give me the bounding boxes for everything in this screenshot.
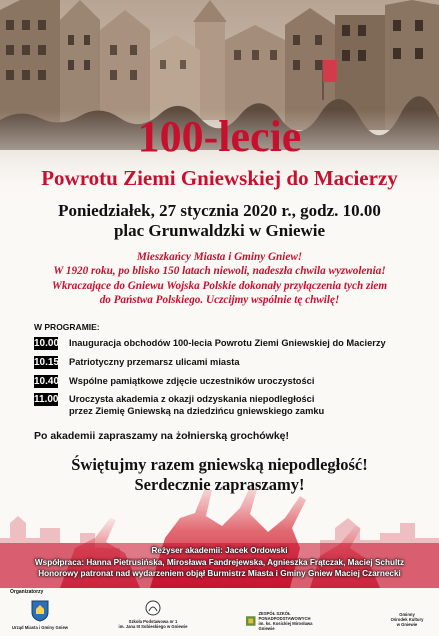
event-date: Poniedziałek, 27 stycznia 2020 r., godz. 10.00 — [58, 201, 381, 220]
appeal-line: do Państwa Polskiego. Uczcijmy wspólnie tę chwilę! — [99, 293, 340, 306]
appeal-line: Wkraczające do Gniewu Wojska Polskie dokonały przyłączenia tych ziem — [51, 279, 388, 292]
organizer-name-wrap — [259, 611, 327, 631]
organizer-name: Gminny — [399, 612, 415, 617]
credits-block — [0, 545, 439, 580]
poster-title: 100-lecie — [137, 112, 302, 161]
closing-line-1: Świętujmy razem gniewską niepodległość! — [71, 455, 368, 474]
school-emblem-icon — [145, 600, 161, 616]
organizer-secondary-school — [246, 611, 326, 631]
program-time: 10.00 — [34, 338, 60, 349]
program-description: Patriotyczny przemarsz ulicami miasta — [69, 357, 240, 367]
appeal-line: Mieszkańcy Miasta i Gminy Gniew! — [136, 251, 303, 263]
organizer-town-office — [10, 600, 70, 630]
cooperation-credit: Współpraca: Hanna Pietrusińska, Mirosława Fandrejewska, Agnieszka Frątczak, Maciej Schultz — [34, 557, 405, 567]
organizer-culture-center — [378, 612, 436, 627]
program-heading: W PROGRAMIE: — [34, 322, 100, 332]
organizer-name-detail: im. ks. Kosickiej Mirosława Gniewie — [258, 621, 313, 631]
program-time: 11.00 — [34, 394, 59, 405]
program-item — [34, 337, 386, 350]
appeal-line: W 1920 roku, po blisko 150 latach niewoli, nadeszła chwila wyzwolenia! — [53, 265, 386, 278]
organizer-name: Szkoła Podstawowa nr 1 — [128, 619, 178, 624]
director-credit: Reżyser akademii: Jacek Ordowski — [151, 546, 288, 555]
poster-subtitle: Powrotu Ziemi Gniewskiej do Macierzy — [41, 166, 398, 190]
program-item — [34, 356, 240, 369]
program-item — [34, 375, 314, 388]
program-description — [58, 393, 324, 417]
program-item — [34, 393, 324, 417]
appeal-text — [20, 250, 419, 307]
organizer-name: Urząd Miasta i Gminy Gniew — [11, 625, 69, 630]
organizer-primary-school — [118, 600, 188, 629]
organizer-name-detail: im. Jana III Sobieskiego w Gniewie — [118, 624, 188, 629]
organizers-label: Organizatorzy — [10, 589, 44, 595]
patronage-credit: Honorowy patronat nad wydarzeniem objął Burmistrz Miasta i Gminy Gniew Maciej Czarnecki — [38, 569, 401, 578]
program-time: 10.15 — [34, 357, 60, 368]
school-logo-icon — [246, 615, 256, 627]
organizer-name: Ośrodek Kultury — [390, 617, 424, 622]
town-crest-icon — [31, 600, 49, 622]
after-event-note: Po akademii zapraszamy na żołnierską grochówkę! — [34, 430, 290, 442]
event-place: plac Grunwaldzki w Gniewie — [113, 221, 326, 240]
program-description-line: przez Ziemię Gniewską na dziedzińcu gniewskiego zamku — [69, 406, 325, 416]
organizer-name: w Gniewie — [396, 622, 418, 627]
organizer-name: ZESPÓŁ SZKÓŁ PONADPODSTAWOWYCH — [258, 611, 311, 621]
program-description: Wspólne pamiątkowe zdjęcie uczestników uroczystości — [69, 376, 315, 386]
program-description: Inauguracja obchodów 100-lecia Powrotu Ziemi Gniewskiej do Macierzy — [69, 338, 386, 348]
program-description-line: Uroczysta akademia z okazji odzyskania niepodległości — [69, 394, 315, 404]
closing-line-2: Serdecznie zapraszamy! — [134, 475, 305, 494]
program-time: 10.40 — [34, 376, 60, 387]
